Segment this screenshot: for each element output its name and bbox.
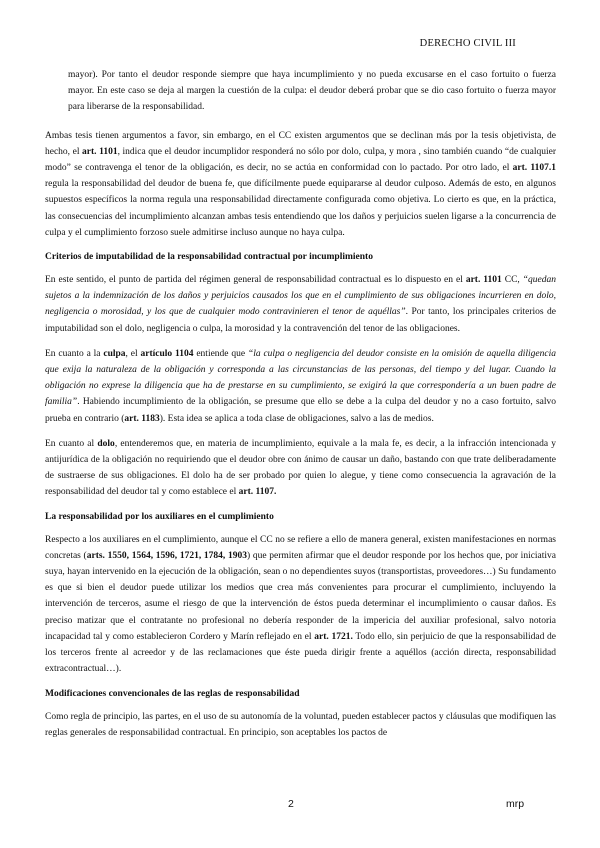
paragraph	[45, 532, 556, 678]
text-run: En este sentido, el punto de partida del régimen general de responsabilidad contractual es lo dispuesto en el	[45, 275, 466, 286]
bold-text: art. 1183	[124, 413, 160, 424]
section-heading	[45, 687, 556, 701]
text-run: Todo ello, sin perjuicio de que la responsabilidad de los terceros frente al acreedor y de las reclamaciones que éste pueda dirigir frente a aquéllos (acción directa, responsabilidad extracontractual…).	[45, 631, 556, 675]
paragraph	[45, 272, 556, 337]
section-heading	[45, 510, 556, 524]
bold-text: art. 1107.	[238, 487, 277, 498]
bold-text: art. 1101	[465, 275, 502, 286]
page-number: 2	[288, 798, 294, 810]
text-run: En cuanto a la	[45, 348, 104, 359]
text-run: Criterios de imputabilidad de la responsabilidad contractual por incumplimiento	[45, 252, 373, 263]
text-run: Modificaciones convencionales de las reglas de responsabilidad	[45, 688, 300, 699]
paragraph	[45, 67, 556, 116]
text-run: ). Esta idea se aplica a toda clase de obligaciones, salvo a las de medios.	[159, 413, 434, 424]
text-run: . Por tanto, los principales criterios de imputabilidad son el dolo, negligencia o culpa, la morosidad y la contravención del tenor de las obligaciones.	[45, 307, 556, 334]
text-run: La responsabilidad por los auxiliares en el cumplimiento	[45, 511, 274, 522]
paragraph	[45, 346, 556, 427]
text-run: CC,	[501, 275, 523, 286]
text-run: Ambas tesis tienen argumentos a favor, sin embargo, en el CC existen argumentos que se declinan más por la tesis objetivista, de hecho, el	[45, 130, 556, 157]
paragraph	[45, 436, 556, 501]
document-body	[45, 67, 556, 750]
text-run: Respecto a los auxiliares en el cumplimiento, aunque el CC no se refiere a ello de manera general, existen manifestaciones en normas concretas (	[45, 534, 556, 561]
bold-text: arts. 1550, 1564, 1596, 1721, 1784, 1903	[86, 550, 247, 561]
bold-text: artículo 1104	[140, 348, 194, 359]
bold-text: art. 1101	[82, 146, 118, 157]
text-run: , indica que el deudor incumplidor responderá no sólo por dolo, culpa, y mora , sino también cuando “de cualquier modo” se contravenga el tenor de la obligación, es decir, no se actúa en conformidad con lo pactado. Por otro lado, el	[45, 146, 557, 174]
bold-text: art. 1107.1	[512, 163, 556, 174]
bold-text: dolo	[97, 438, 115, 449]
bold-text: culpa	[103, 348, 126, 359]
footer-initials: mrp	[506, 798, 525, 810]
text-run: , entenderemos que, en materia de incumplimiento, equivale a la mala fe, es decir, a la infracción intencionada y antijurídica de la obligación no requiriendo que el deudor obre con ánimo de causar un daño, bastando con que trate deliberadamente de sustraerse de sus obligaciones. El dolo ha de ser probado por quien lo alegue, y tiene como consecuencia la agravación de la responsabilidad del deudor tal y como establece el	[45, 438, 556, 498]
text-run: regula la responsabilidad del deudor de buena fe, que difícilmente puede equipararse al deudor culposo. Además de esto, en algunos supuestos específicos la norma regula una responsabilidad directamente configurada como objetiva. Lo cierto es que, en la práctica, las consecuencias del incumplimiento alcanzan ambas tesis entendiendo que los daños y perjuicios suelen ligarse a la concurrencia de culpa y el cumplimiento forzoso suele admitirse incluso aunque no haya culpa.	[45, 179, 556, 238]
text-run: , el	[125, 348, 141, 359]
text-run: En cuanto al	[45, 438, 98, 449]
text-run: entiende que	[193, 348, 248, 359]
text-run: . Habiendo incumplimiento de la obligación, se presume que ello se debe a la culpa del deudor y no a caso fortuito, salvo prueba en contrario (	[45, 397, 556, 424]
quoted-text: “la culpa o negligencia del deudor consiste en la omisión de aquella diligencia que exija la naturaleza de la obligación y corresponda a las circunstancias de las personas, del tiempo y del lugar. Cuando la obligación no exprese la diligencia que ha de prestarse en su cumplimiento, se exigirá la que correspondería a un buen padre de familia”	[45, 348, 557, 408]
paragraph	[45, 128, 556, 241]
text-run: ) que permiten afirmar que el deudor responde por los hechos que, por iniciativa suya, hayan intervenido en la ejecución de la obligación, sean o no dependientes suyos (transportistas, proveedores…) Su fundamento es que si bien el deudor puede utilizar los medios que crea más convenientes para procurar el cumplimiento, incluyendo la intervención de terceros, asume el riesgo de que la intervención de éstos pueda determinar el incumplimiento o causar daños. Es preciso matizar que el contratante no profesional no debería responder de la impericia del auxiliar profesional, salvo notoria incapacidad tal y como establecieron Cordero y Marín reflejado en el	[45, 550, 557, 642]
bold-text: art. 1721.	[314, 631, 353, 642]
quoted-text: “quedan sujetos a la indemnización de los daños y perjuicios causados los que en el cumplimiento de sus obligaciones incurrieren en dolo, negligencia o morosidad, y los que de cualquier modo contravinieren el tenor de aquéllas”	[45, 275, 556, 318]
section-heading	[45, 250, 556, 264]
paragraph	[45, 709, 556, 741]
text-run: Como regla de principio, las partes, en el uso de su autonomía de la voluntad, pueden establecer pactos y cláusulas que modifiquen las reglas generales de responsabilidad contractual. En principio, son aceptables los pactos de	[45, 711, 557, 738]
running-header: DERECHO CIVIL III	[419, 38, 516, 49]
text-run: mayor). Por tanto el deudor responde siempre que haya incumplimiento y no pueda excusarse en el caso fortuito o fuerza mayor. En este caso se deja al margen la cuestión de la culpa: el deudor deberá probar que se dio caso fortuito o fuerza mayor para liberarse de la responsabilidad.	[68, 70, 556, 113]
